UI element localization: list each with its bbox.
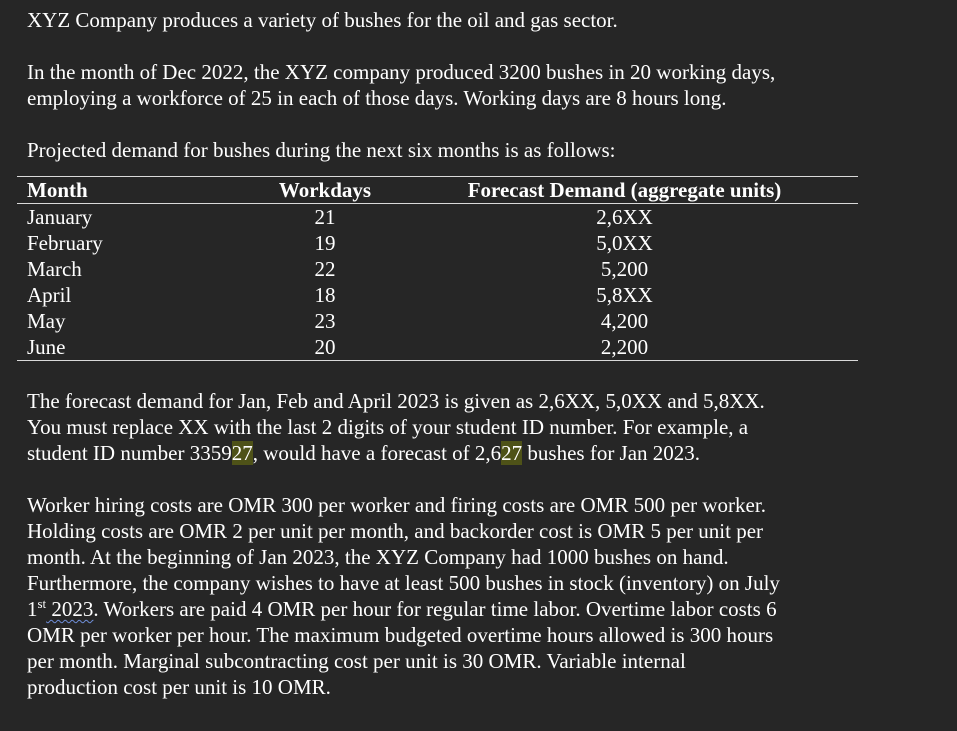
costs-line-8: production cost per unit is 10 OMR.	[27, 675, 331, 699]
table-row	[17, 308, 858, 334]
december-production-paragraph	[27, 59, 942, 111]
header-forecast-demand: Forecast Demand (aggregate units)	[391, 177, 858, 204]
demand-cell: 2,6XX	[596, 205, 653, 229]
month-cell: June	[27, 335, 66, 359]
demand-cell: 5,0XX	[596, 231, 653, 255]
workdays-cell: 22	[314, 257, 336, 281]
forecast-line-3a: student ID number 3359	[27, 441, 232, 465]
dec-line-2: employing a workforce of 25 in each of those days. Working days are 8 hours long.	[27, 86, 727, 110]
month-cell: April	[27, 283, 72, 307]
costs-line-2: Holding costs are OMR 2 per unit per month, and backorder cost is OMR 5 per unit per	[27, 519, 764, 543]
costs-line-3: month. At the beginning of Jan 2023, the XYZ Company had 1000 bushes on hand.	[27, 545, 729, 569]
costs-line-1: Worker hiring costs are OMR 300 per worker and firing costs are OMR 500 per worker.	[27, 493, 766, 517]
costs-line-5a: 1	[27, 597, 38, 621]
table-row	[17, 230, 858, 256]
header-workdays: Workdays	[259, 177, 391, 204]
intro-paragraph: XYZ Company produces a variety of bushes for the oil and gas sector.	[27, 8, 618, 32]
table-header-row	[17, 177, 858, 204]
costs-line-5b: . Workers are paid 4 OMR per hour for regular time labor. Overtime labor costs 6	[93, 597, 777, 621]
workdays-cell: 21	[314, 205, 336, 229]
dec-line-1: In the month of Dec 2022, the XYZ company produced 3200 bushes in 20 working days,	[27, 60, 776, 84]
costs-paragraph	[27, 492, 942, 700]
header-month: Month	[17, 177, 259, 204]
table-row	[17, 256, 858, 282]
highlighted-digits: 27	[231, 441, 253, 465]
table-row	[17, 334, 858, 361]
forecast-line-3c: bushes for Jan 2023.	[522, 441, 701, 465]
demand-cell: 5,8XX	[596, 283, 653, 307]
forecast-line-1: The forecast demand for Jan, Feb and April 2023 is given as 2,6XX, 5,0XX and 5,8XX.	[27, 389, 765, 413]
month-cell: February	[27, 231, 103, 255]
document-page	[27, 7, 942, 700]
workdays-cell: 19	[314, 231, 336, 255]
projected-demand-intro: Projected demand for bushes during the next six months is as follows:	[27, 138, 616, 162]
ordinal-suffix: st	[37, 596, 47, 611]
spellcheck-underlined-year: 2023	[46, 597, 94, 621]
forecast-line-3b: , would have a forecast of 2,6	[252, 441, 502, 465]
table-row	[17, 204, 858, 231]
demand-table	[17, 176, 858, 361]
demand-cell: 2,200	[600, 335, 649, 359]
costs-line-7: per month. Marginal subcontracting cost per unit is 30 OMR. Variable internal	[27, 649, 686, 673]
demand-cell: 5,200	[600, 257, 649, 281]
costs-line-4: Furthermore, the company wishes to have at least 500 bushes in stock (inventory) on July	[27, 571, 780, 595]
highlighted-digits: 27	[501, 441, 523, 465]
workdays-cell: 18	[314, 283, 336, 307]
workdays-cell: 23	[314, 309, 336, 333]
demand-cell: 4,200	[600, 309, 649, 333]
month-cell: May	[27, 309, 66, 333]
workdays-cell: 20	[314, 335, 336, 359]
forecast-line-2: You must replace XX with the last 2 digits of your student ID number. For example, a	[27, 415, 749, 439]
month-cell: March	[27, 257, 82, 281]
month-cell: January	[27, 205, 93, 229]
forecast-instructions-paragraph	[27, 388, 942, 466]
table-row	[17, 282, 858, 308]
costs-line-6: OMR per worker per hour. The maximum budgeted overtime hours allowed is 300 hours	[27, 623, 774, 647]
